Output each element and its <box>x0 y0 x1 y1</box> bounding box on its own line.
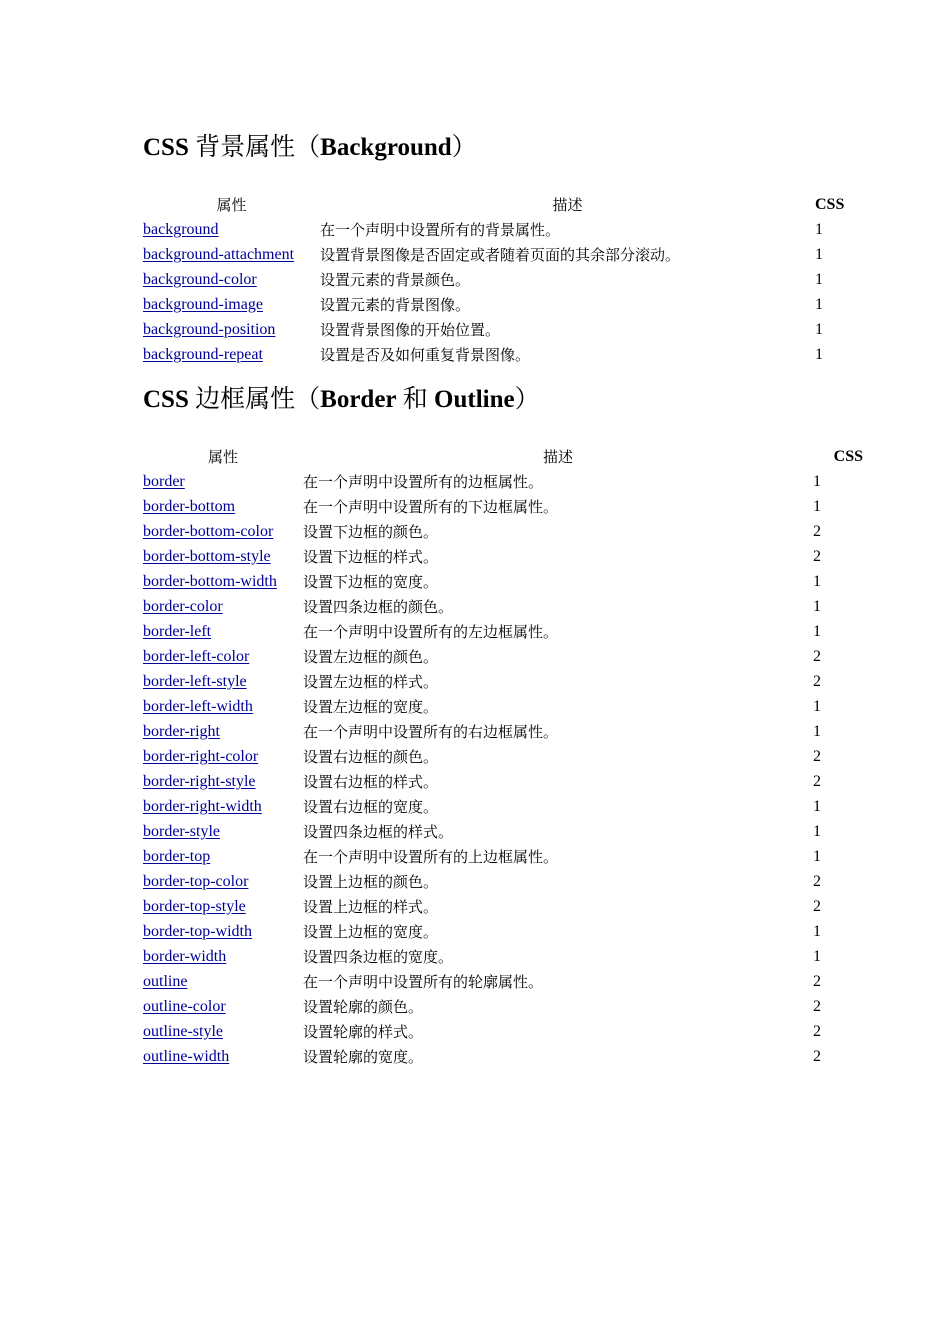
table-row <box>143 217 863 242</box>
property-cell <box>143 869 303 894</box>
css-version-cell: 1 <box>815 245 823 263</box>
property-link[interactable]: background-image <box>143 295 263 313</box>
property-link[interactable]: border-top-width <box>143 922 252 940</box>
property-cell <box>143 919 303 944</box>
title-suffix: ） <box>451 134 477 161</box>
description-cell: 设置背景图像是否固定或者随着页面的其余部分滚动。 <box>320 246 681 264</box>
property-link[interactable]: background <box>143 220 219 238</box>
property-cell <box>143 944 303 969</box>
description-cell: 设置轮廓的宽度。 <box>303 1048 424 1066</box>
table-row <box>143 769 863 794</box>
css-version-cell: 2 <box>813 772 821 790</box>
description-cell: 设置四条边框的宽度。 <box>303 948 454 966</box>
table-row <box>143 844 863 869</box>
property-cell <box>143 242 320 267</box>
description-cell: 设置背景图像的开始位置。 <box>320 321 501 339</box>
property-link[interactable]: border-bottom <box>143 497 236 515</box>
title-prefix: CSS <box>143 134 189 161</box>
description-cell: 设置下边框的颜色。 <box>303 523 439 541</box>
property-cell <box>143 469 303 494</box>
css-version-cell: 1 <box>815 220 823 238</box>
description-cell: 设置轮廓的样式。 <box>303 1023 424 1041</box>
header-css: CSS <box>815 195 845 213</box>
description-cell: 设置下边框的宽度。 <box>303 573 439 591</box>
table-row <box>143 267 863 292</box>
property-link[interactable]: background-repeat <box>143 345 263 363</box>
property-link[interactable]: border-left-color <box>143 647 250 665</box>
property-cell <box>143 994 303 1019</box>
table-row <box>143 292 863 317</box>
table-row <box>143 317 863 342</box>
property-cell <box>143 744 303 769</box>
property-cell <box>143 217 320 242</box>
css-version-cell: 2 <box>813 522 821 540</box>
property-link[interactable]: border-left <box>143 622 212 640</box>
property-link[interactable]: outline-color <box>143 997 226 1015</box>
description-cell: 设置下边框的样式。 <box>303 548 439 566</box>
table-row <box>143 469 863 494</box>
css-version-cell: 2 <box>813 672 821 690</box>
property-cell <box>143 794 303 819</box>
table-row <box>143 894 863 919</box>
title-en: Background <box>320 134 452 161</box>
table-row <box>143 669 863 694</box>
title-prefix: CSS <box>143 386 189 413</box>
property-cell <box>143 317 320 342</box>
css-version-cell: 1 <box>813 622 821 640</box>
property-link[interactable]: border-left-style <box>143 672 247 690</box>
property-cell <box>143 669 303 694</box>
property-cell <box>143 769 303 794</box>
description-cell: 在一个声明中设置所有的上边框属性。 <box>303 848 559 866</box>
background-properties-table <box>143 192 863 367</box>
property-cell <box>143 894 303 919</box>
property-cell <box>143 1044 303 1069</box>
border-outline-properties-table <box>143 444 863 1069</box>
property-cell <box>143 969 303 994</box>
table-row <box>143 969 863 994</box>
property-cell <box>143 719 303 744</box>
description-cell: 在一个声明中设置所有的背景属性。 <box>320 221 561 239</box>
property-cell <box>143 544 303 569</box>
property-cell <box>143 644 303 669</box>
css-version-cell: 2 <box>813 747 821 765</box>
css-version-cell: 1 <box>813 947 821 965</box>
css-version-cell: 1 <box>813 497 821 515</box>
table-header-row <box>143 444 863 469</box>
description-cell: 设置是否及如何重复背景图像。 <box>320 346 531 364</box>
css-version-cell: 1 <box>813 597 821 615</box>
css-version-cell: 2 <box>813 997 821 1015</box>
description-cell: 设置上边框的宽度。 <box>303 923 439 941</box>
css-version-cell: 1 <box>813 847 821 865</box>
title-cn: 边框属性（ <box>188 386 321 413</box>
title-cn: 背景属性（ <box>188 134 321 161</box>
property-link[interactable]: outline-width <box>143 1047 230 1065</box>
description-cell: 设置上边框的样式。 <box>303 898 439 916</box>
property-cell <box>143 494 303 519</box>
property-cell <box>143 594 303 619</box>
header-description: 描述 <box>542 448 573 466</box>
title-suffix: ） <box>514 386 540 413</box>
property-link[interactable]: border-color <box>143 597 223 615</box>
table-row <box>143 519 863 544</box>
description-cell: 在一个声明中设置所有的轮廓属性。 <box>303 973 544 991</box>
property-cell <box>143 342 320 367</box>
property-link[interactable]: border-top <box>143 847 211 865</box>
table-row <box>143 919 863 944</box>
section-title-background <box>143 128 863 168</box>
table-row <box>143 569 863 594</box>
css-version-cell: 2 <box>813 872 821 890</box>
property-cell <box>143 267 320 292</box>
border-outline-properties-section <box>143 380 863 1069</box>
description-cell: 设置元素的背景颜色。 <box>320 271 471 289</box>
css-version-cell: 2 <box>813 547 821 565</box>
property-link[interactable]: border-right-style <box>143 772 256 790</box>
css-version-cell: 1 <box>813 797 821 815</box>
description-cell: 设置右边框的宽度。 <box>303 798 439 816</box>
css-version-cell: 1 <box>815 345 823 363</box>
table-row <box>143 644 863 669</box>
css-version-cell: 1 <box>813 697 821 715</box>
table-row <box>143 694 863 719</box>
section-title-border-outline <box>143 380 863 420</box>
table-row <box>143 719 863 744</box>
description-cell: 在一个声明中设置所有的下边框属性。 <box>303 498 559 516</box>
css-version-cell: 2 <box>813 1047 821 1065</box>
description-cell: 设置左边框的宽度。 <box>303 698 439 716</box>
css-version-cell: 1 <box>815 320 823 338</box>
table-row <box>143 342 863 367</box>
table-row <box>143 744 863 769</box>
property-link[interactable]: border-bottom-style <box>143 547 271 565</box>
property-cell <box>143 292 320 317</box>
property-link[interactable]: border-right <box>143 722 220 740</box>
description-cell: 设置左边框的样式。 <box>303 673 439 691</box>
property-cell <box>143 694 303 719</box>
description-cell: 设置轮廓的颜色。 <box>303 998 424 1016</box>
property-link[interactable]: border-top-style <box>143 897 246 915</box>
title-en: Border <box>320 386 397 413</box>
property-link[interactable]: border-style <box>143 822 220 840</box>
property-cell <box>143 519 303 544</box>
title-en2: Outline <box>434 386 515 413</box>
description-cell: 在一个声明中设置所有的左边框属性。 <box>303 623 559 641</box>
property-link[interactable]: outline-style <box>143 1022 223 1040</box>
property-cell <box>143 844 303 869</box>
table-row <box>143 819 863 844</box>
table-row <box>143 1044 863 1069</box>
property-link[interactable]: border-right-width <box>143 797 262 815</box>
css-version-cell: 1 <box>815 295 823 313</box>
css-version-cell: 1 <box>813 572 821 590</box>
background-properties-section <box>143 128 863 367</box>
property-link[interactable]: border-width <box>143 947 227 965</box>
table-row <box>143 869 863 894</box>
property-cell <box>143 619 303 644</box>
property-link[interactable]: border-right-color <box>143 747 259 765</box>
header-property: 属性 <box>207 448 238 466</box>
table-row <box>143 944 863 969</box>
table-row <box>143 619 863 644</box>
description-cell: 设置左边框的颜色。 <box>303 648 439 666</box>
table-row <box>143 544 863 569</box>
title-mid-cn: 和 <box>396 386 435 413</box>
description-cell: 设置右边框的样式。 <box>303 773 439 791</box>
property-link[interactable]: background-position <box>143 320 276 338</box>
css-version-cell: 1 <box>813 922 821 940</box>
table-body <box>143 217 863 367</box>
css-version-cell: 1 <box>813 472 821 490</box>
description-cell: 在一个声明中设置所有的右边框属性。 <box>303 723 559 741</box>
css-version-cell: 2 <box>813 897 821 915</box>
css-version-cell: 1 <box>815 270 823 288</box>
table-row <box>143 594 863 619</box>
header-property: 属性 <box>216 196 247 214</box>
property-link[interactable]: border-bottom-color <box>143 522 274 540</box>
css-version-cell: 1 <box>813 722 821 740</box>
table-row <box>143 1019 863 1044</box>
property-link[interactable]: border-left-width <box>143 697 253 715</box>
css-version-cell: 2 <box>813 972 821 990</box>
header-description: 描述 <box>552 196 583 214</box>
css-version-cell: 2 <box>813 647 821 665</box>
property-link[interactable]: border-top-color <box>143 872 249 890</box>
table-row <box>143 242 863 267</box>
description-cell: 在一个声明中设置所有的边框属性。 <box>303 473 544 491</box>
table-row <box>143 994 863 1019</box>
table-row <box>143 494 863 519</box>
css-version-cell: 2 <box>813 1022 821 1040</box>
table-header-row <box>143 192 863 217</box>
property-link[interactable]: outline <box>143 972 188 990</box>
css-version-cell: 1 <box>813 822 821 840</box>
property-link[interactable]: background-attachment <box>143 245 295 263</box>
header-css: CSS <box>833 447 863 465</box>
property-cell <box>143 819 303 844</box>
property-cell <box>143 569 303 594</box>
property-link[interactable]: background-color <box>143 270 257 288</box>
description-cell: 设置四条边框的样式。 <box>303 823 454 841</box>
property-cell <box>143 1019 303 1044</box>
description-cell: 设置上边框的颜色。 <box>303 873 439 891</box>
property-link[interactable]: border <box>143 472 185 490</box>
description-cell: 设置右边框的颜色。 <box>303 748 439 766</box>
table-row <box>143 794 863 819</box>
description-cell: 设置四条边框的颜色。 <box>303 598 454 616</box>
table-body <box>143 469 863 1069</box>
property-link[interactable]: border-bottom-width <box>143 572 277 590</box>
description-cell: 设置元素的背景图像。 <box>320 296 471 314</box>
